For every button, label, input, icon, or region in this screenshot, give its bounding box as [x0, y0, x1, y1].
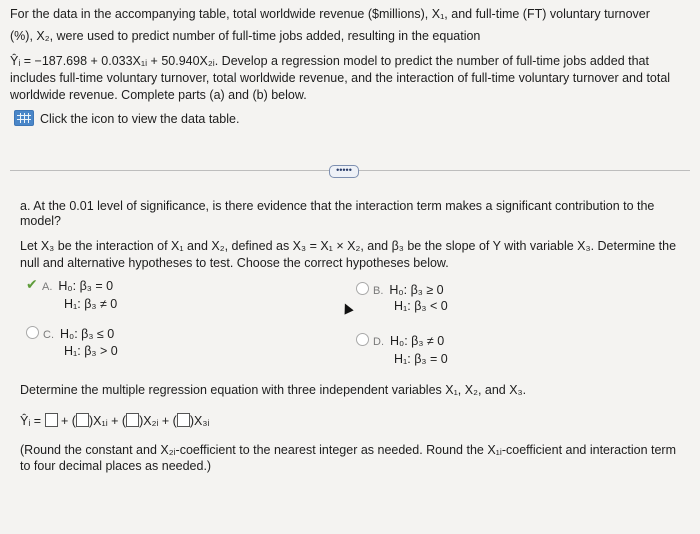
rounding-instructions-line-2: to four decimal places as needed.): [20, 459, 212, 473]
option-d-h1: H₁: β₃ = 0: [394, 352, 448, 366]
data-table-link-label[interactable]: Click the icon to view the data table.: [40, 112, 240, 126]
expand-more-button[interactable]: •••••: [329, 165, 359, 178]
option-c-h1: H₁: β₃ > 0: [64, 344, 118, 358]
option-a-h0: H₀: β₃ = 0: [58, 279, 114, 293]
x2-coefficient-input[interactable]: [126, 413, 139, 427]
x3-coefficient-input[interactable]: [177, 413, 190, 427]
option-b-h1: H₁: β₃ < 0: [394, 299, 448, 313]
hypothesis-instructions-line-1: Let X₃ be the interaction of X₁ and X₂, defined as X₃ = X₁ × X₂, and β₃ be the slope of Y with variable X₃. Determine the: [20, 239, 677, 253]
intro-line-4: includes full-time voluntary turnover, total worldwide revenue, and the interaction of full-time voluntary turnover and total: [10, 71, 671, 85]
option-d[interactable]: [356, 333, 444, 351]
option-b-letter: B.: [373, 285, 384, 297]
constant-input[interactable]: [45, 413, 58, 427]
rounding-instructions-line-1: (Round the constant and X₂ᵢ-coefficient to the nearest integer as needed. Round the X₁ᵢ-coefficient and interaction term: [20, 443, 676, 457]
part-a-question-line-2: model?: [20, 214, 61, 228]
intro-line-1: For the data in the accompanying table, total worldwide revenue ($millions), X₁, and full-time (FT) voluntary turnover: [10, 7, 650, 21]
equation-prefix: Ŷᵢ =: [20, 414, 42, 428]
intro-line-3: [10, 53, 649, 70]
regression-equation-entry: Ŷᵢ = + ( )X₁ᵢ + ( )X₂ᵢ + ( )X₃ᵢ: [20, 414, 210, 428]
option-c-radio[interactable]: [26, 326, 39, 339]
x3-term: X₃ᵢ: [194, 414, 210, 428]
intro-line-2: (%), X₂, were used to predict number of full-time jobs added, resulting in the equation: [10, 29, 481, 43]
determine-equation-prompt: Determine the multiple regression equation with three independent variables X₁, X₂, and X₃.: [20, 383, 527, 397]
intro-line-3-text: Develop a regression model to predict the number of full-time jobs added that: [218, 54, 649, 68]
x1-term: X₁ᵢ: [93, 414, 108, 428]
intro-line-5: worldwide revenue. Complete parts (a) and (b) below.: [10, 88, 307, 102]
option-a-h1: H₁: β₃ ≠ 0: [64, 297, 118, 311]
option-d-h0: H₀: β₃ ≠ 0: [390, 334, 445, 348]
option-b-h0: H₀: β₃ ≥ 0: [389, 283, 444, 297]
option-d-radio[interactable]: [356, 333, 369, 346]
data-table-icon[interactable]: [14, 110, 34, 126]
option-d-letter: D.: [373, 336, 384, 348]
option-a[interactable]: [26, 278, 113, 296]
part-a-question-line-1: a. At the 0.01 level of significance, is there evidence that the interaction term makes a significant contribution to the: [20, 199, 655, 213]
data-table-link[interactable]: [14, 110, 239, 128]
check-icon: ✔: [26, 276, 38, 292]
given-equation: Ŷᵢ = −187.698 + 0.033X₁ᵢ + 50.940X₂ᵢ.: [10, 54, 219, 68]
x2-term: X₂ᵢ: [143, 414, 159, 428]
option-c-h0: H₀: β₃ ≤ 0: [60, 327, 115, 341]
x1-coefficient-input[interactable]: [76, 413, 89, 427]
option-c-letter: C.: [43, 329, 54, 341]
option-c[interactable]: [26, 326, 114, 344]
mouse-cursor-icon: [340, 301, 353, 314]
option-a-letter: A.: [42, 281, 53, 293]
hypothesis-instructions-line-2: null and alternative hypotheses to test. Choose the correct hypotheses below.: [20, 256, 449, 270]
option-b-radio[interactable]: [356, 282, 369, 295]
